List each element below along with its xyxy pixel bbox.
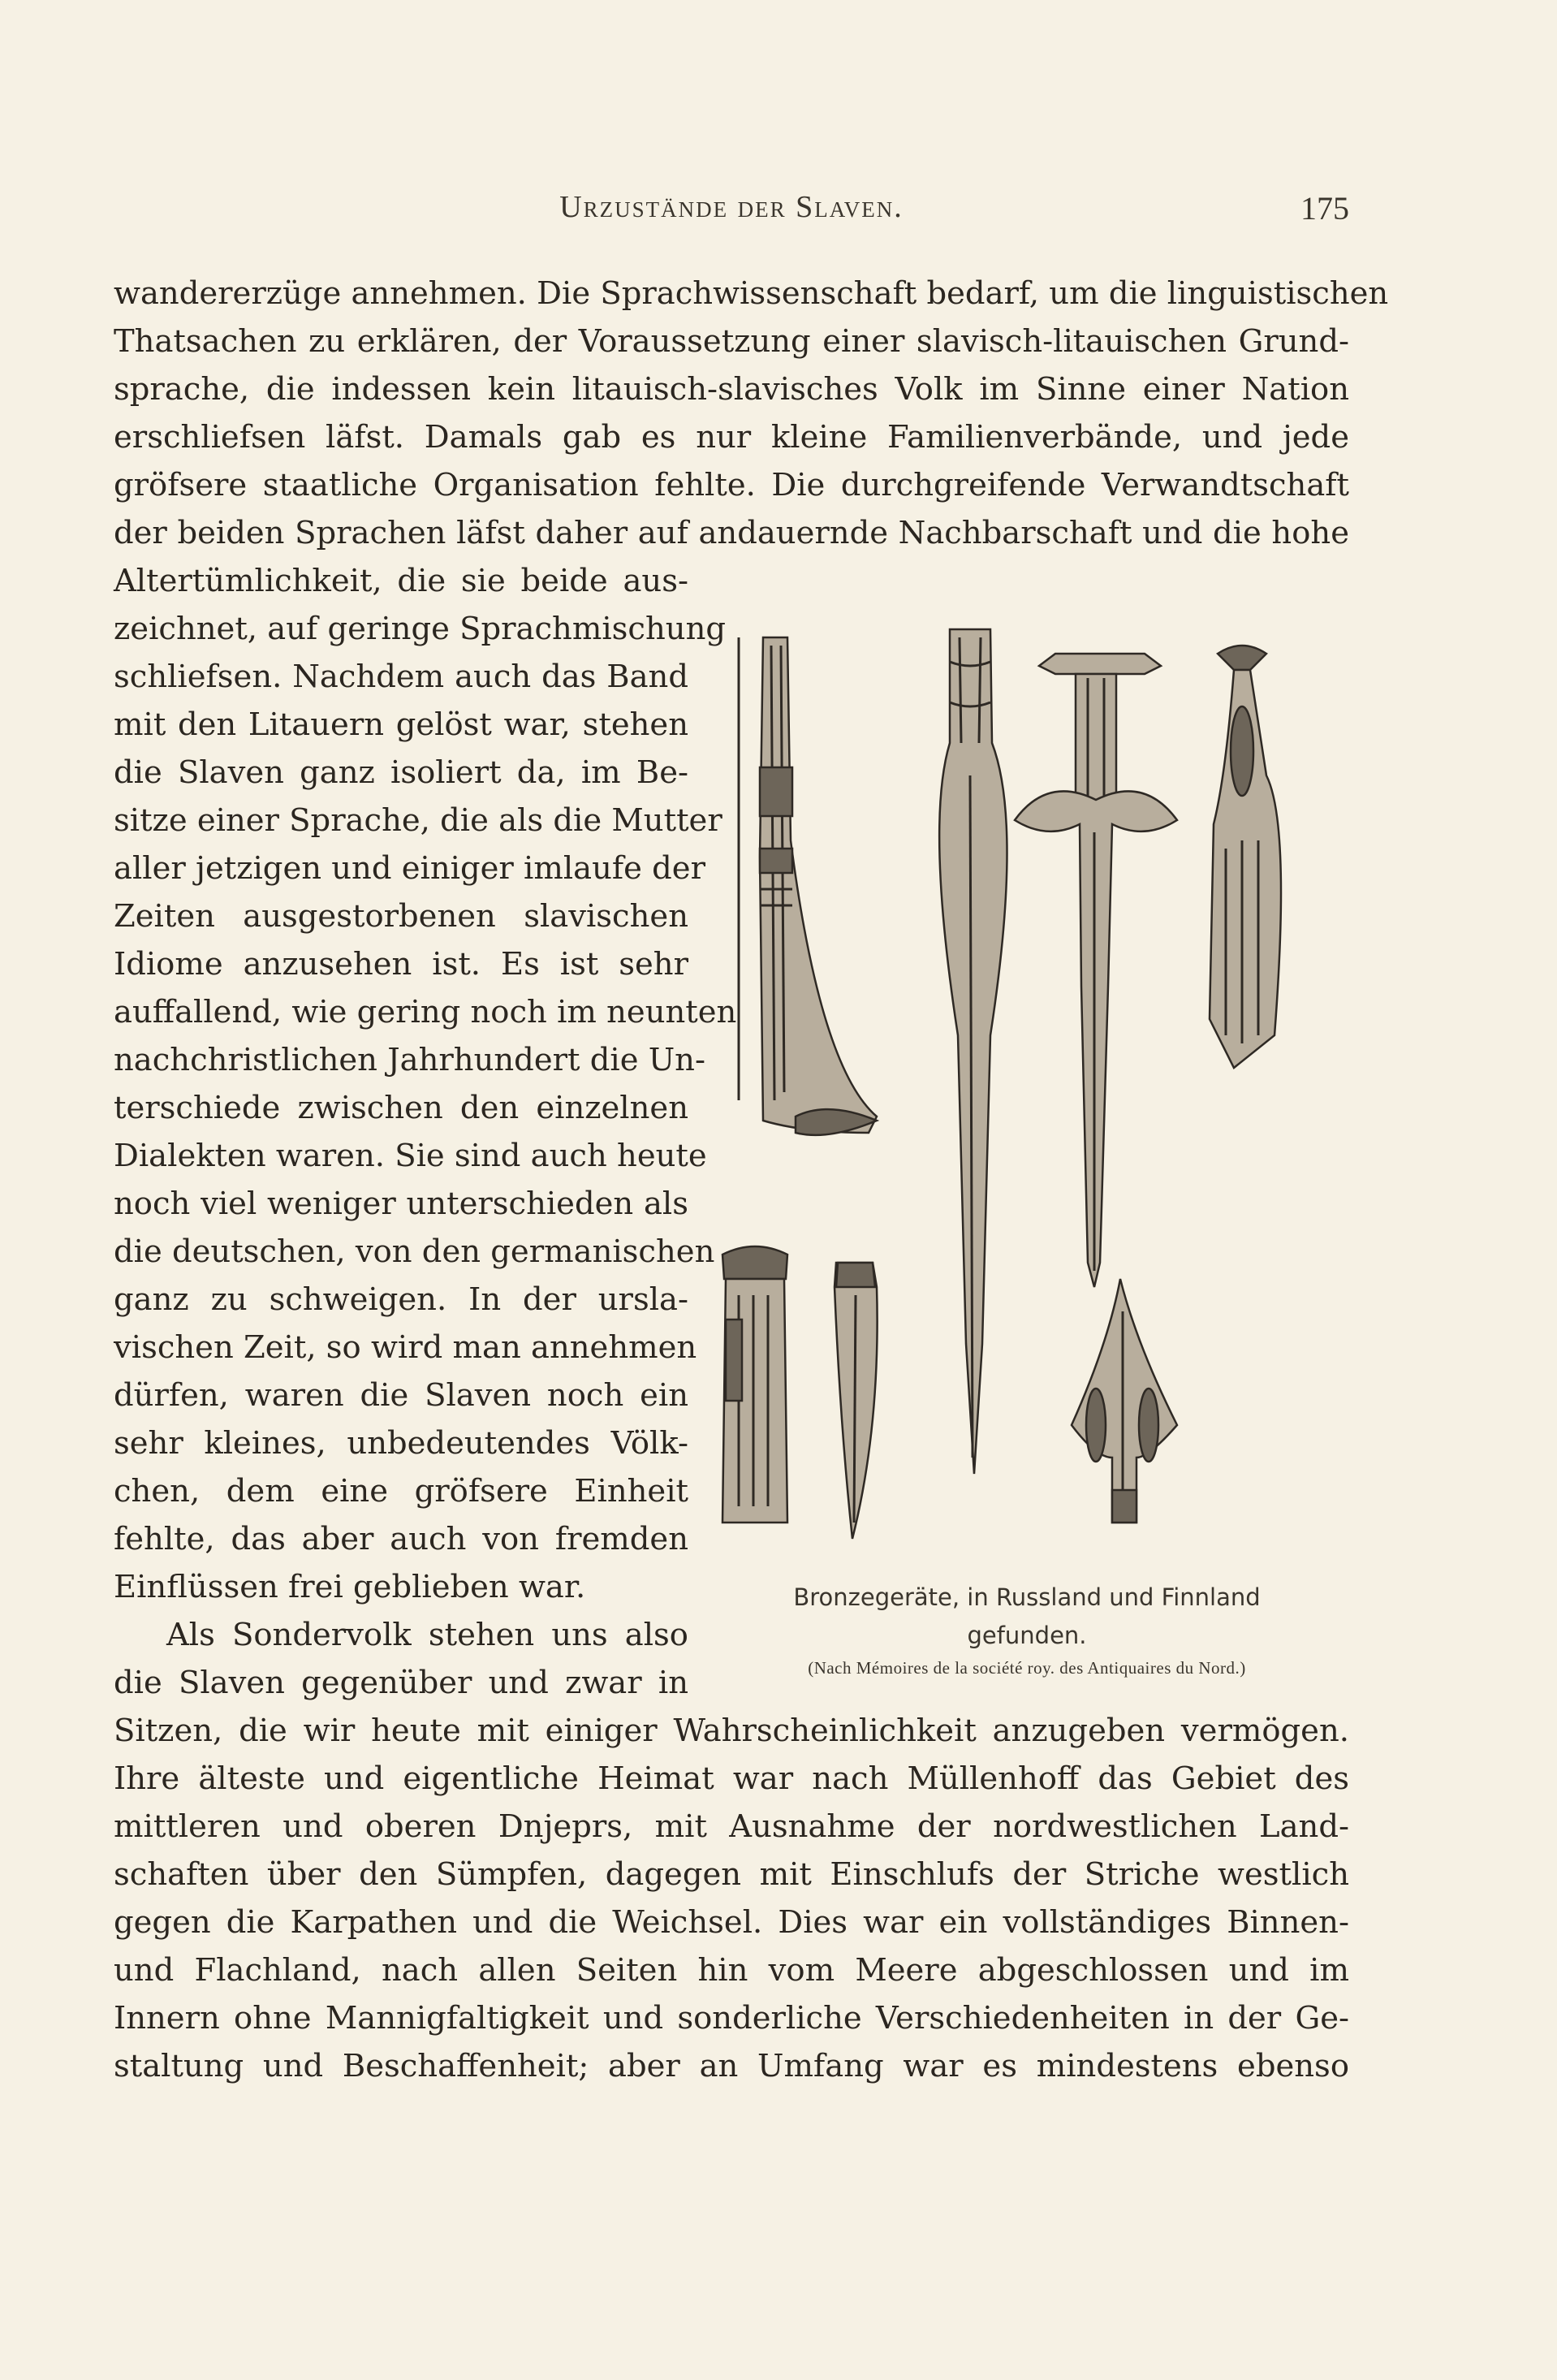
text-line: mittleren und oberen Dnjeprs, mit Ausnahme der nordwestlichen Land- [114, 1808, 1349, 1845]
figure-source-note: (Nach Mémoires de la société roy. des Antiquaires du Nord.) [808, 1658, 1246, 1678]
text-line: Idiome anzusehen ist. Es ist sehr [114, 946, 688, 983]
text-line: Thatsachen zu erklären, der Voraussetzung einer slavisch-litauischen Grund- [114, 323, 1349, 360]
text-line: fehlte, das aber auch von fremden [114, 1521, 688, 1557]
socketed-axe-illustration [739, 637, 877, 1135]
text-line: zeichnet, auf geringe Sprachmischung [114, 611, 727, 647]
text-line: ganz zu schweigen. In der ursla- [114, 1281, 688, 1318]
text-line: wandererzüge annehmen. Die Sprachwissenschaft bedarf, um die linguistischen [114, 275, 1389, 312]
text-line: dürfen, waren die Slaven noch ein [114, 1377, 688, 1414]
text-line: die Slaven ganz isoliert da, im Be- [114, 754, 688, 791]
text-line: gröfsere staatliche Organisation fehlte. Die durchgreifende Verwandtschaft [114, 467, 1349, 503]
text-line: auffallend, wie gering noch im neunten [114, 994, 737, 1030]
bronze-sword-illustration [939, 629, 1007, 1474]
text-line: schaften über den Sümpfen, dagegen mit Einschlufs der Striche westlich [114, 1856, 1349, 1893]
text-line: sehr kleines, unbedeutendes Völk- [114, 1425, 688, 1462]
text-line: sitze einer Sprache, die als die Mutter [114, 802, 722, 839]
running-title: Urzustände der Slaven. [559, 190, 904, 224]
bronze-tools-figure [706, 613, 1349, 1571]
text-line: mit den Litauern gelöst war, stehen [114, 706, 688, 743]
figure-caption: Bronzegeräte, in Russland und Finnland [793, 1583, 1261, 1611]
text-line: Zeiten ausgestorbenen slavischen [114, 898, 688, 935]
text-line: die Slaven gegenüber und zwar in [114, 1665, 688, 1701]
running-head [114, 189, 1349, 230]
text-line: staltung und Beschaffenheit; aber an Umfang war es mindestens ebenso [114, 2048, 1349, 2084]
text-line: Dialekten waren. Sie sind auch heute [114, 1138, 707, 1174]
paragraph-start: Als Sondervolk stehen uns also [166, 1617, 688, 1653]
socketed-celt-illustration [722, 1246, 787, 1523]
text-line: und Flachland, nach allen Seiten hin vom Meere abgeschlossen und im [114, 1952, 1349, 1989]
text-line: chen, dem eine gröfsere Einheit [114, 1473, 688, 1510]
text-line: Ihre älteste und eigentliche Heimat war nach Müllenhoff das Gebiet des [114, 1760, 1349, 1797]
figure-caption-continued: gefunden. [967, 1622, 1087, 1649]
bronze-tools-illustration [706, 613, 1349, 1571]
text-line: Altertümlichkeit, die sie beide aus- [114, 563, 688, 599]
text-line: aller jetzigen und einiger imlaufe der [114, 850, 705, 887]
text-line: Innern ohne Mannigfaltigkeit und sonderliche Verschiedenheiten in der Ge- [114, 2000, 1349, 2037]
text-line: gegen die Karpathen und die Weichsel. Dies war ein vollständiges Binnen- [114, 1904, 1349, 1941]
text-line: Sitzen, die wir heute mit einiger Wahrscheinlichkeit anzugeben vermögen. [114, 1713, 1349, 1749]
text-line: vischen Zeit, so wird man annehmen [114, 1329, 697, 1366]
text-line: sprache, die indessen kein litauisch-slavisches Volk im Sinne einer Nation [114, 371, 1349, 408]
bronze-knife-illustration [835, 1263, 878, 1539]
spearhead-illustration [1072, 1279, 1177, 1523]
text-line: erschliefsen läfst. Damals gab es nur kleine Familienverbände, und jede [114, 419, 1349, 456]
text-line: noch viel weniger unterschieden als [114, 1186, 688, 1222]
page-number: 175 [1300, 190, 1349, 227]
text-line: Einflüssen frei geblieben war. [114, 1569, 586, 1605]
bronze-dagger-illustration [1015, 654, 1177, 1287]
winged-celt-illustration [1210, 646, 1281, 1068]
text-line: der beiden Sprachen läfst daher auf andauernde Nachbarschaft und die hohe [114, 515, 1349, 551]
text-line: die deutschen, von den germanischen [114, 1233, 715, 1270]
text-line: terschiede zwischen den einzelnen [114, 1090, 688, 1126]
text-line: schliefsen. Nachdem auch das Band [114, 659, 688, 695]
text-line: nachchristlichen Jahrhundert die Un- [114, 1042, 705, 1078]
